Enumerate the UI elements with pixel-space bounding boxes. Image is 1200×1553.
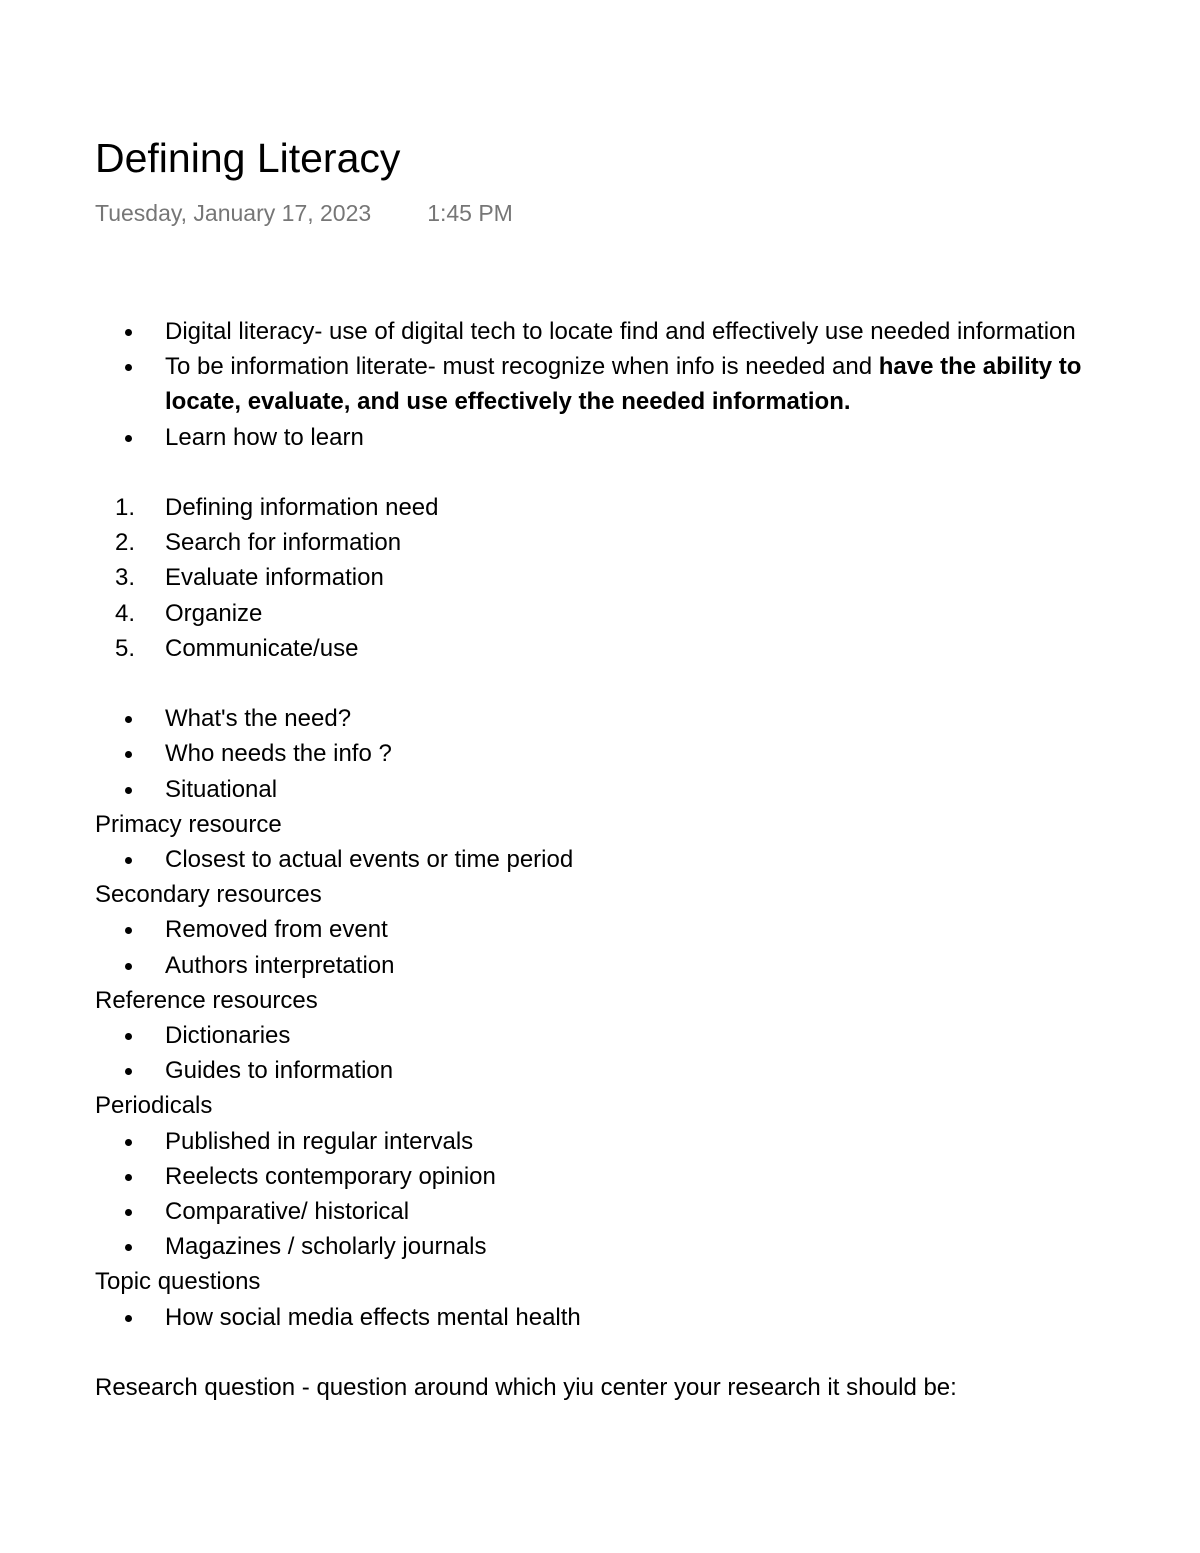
list-item-text: Authors interpretation [165, 951, 395, 979]
step-number: 3. [115, 564, 136, 592]
section-heading: Secondary resources [95, 881, 322, 909]
step-text: Communicate/use [165, 634, 359, 662]
list-item [95, 701, 1105, 736]
list-item-text: Guides to information [165, 1057, 394, 1085]
page-time: 1:45 PM [427, 200, 513, 226]
step-number: 2. [115, 529, 136, 557]
step-number: 4. [115, 599, 136, 627]
spacer [95, 1335, 1105, 1370]
step-number: 1. [115, 494, 136, 521]
numbered-item [95, 560, 1105, 595]
spacer [95, 455, 1105, 490]
list-item-text: Published in regular intervals [165, 1127, 474, 1155]
list-item-text: Dictionaries [165, 1022, 291, 1050]
list-item [95, 1018, 1105, 1053]
list-item [95, 948, 1105, 983]
bullet-icon [125, 364, 132, 371]
note-body [95, 314, 1105, 1405]
list-item [95, 772, 1105, 807]
bullet-icon [125, 751, 132, 758]
list-item [95, 842, 1105, 877]
page-timestamp [95, 198, 513, 228]
section-heading: Reference resources [95, 986, 318, 1014]
step-text: Search for information [165, 529, 402, 557]
bullet-icon [125, 1315, 132, 1322]
page-title: Defining Literacy [95, 135, 401, 181]
bullet-icon [125, 329, 132, 336]
research-question-text: Research question - question around which yiu center your research it should be: [95, 1374, 957, 1402]
list-item [95, 1159, 1105, 1194]
bullet-icon [125, 857, 132, 864]
step-text: Evaluate information [165, 564, 384, 592]
list-item-text: Comparative/ historical [165, 1198, 410, 1226]
section-heading: Periodicals [95, 1092, 213, 1120]
step-text: Defining information need [165, 494, 439, 521]
bullet-icon [125, 1139, 132, 1146]
list-item-text: Removed from event [165, 916, 388, 944]
list-item [95, 1124, 1105, 1159]
list-item-text: Learn how to learn [165, 423, 364, 451]
list-item-text: How social media effects mental health [165, 1303, 581, 1331]
numbered-item [95, 631, 1105, 666]
bullet-icon [125, 787, 132, 794]
list-item [95, 1300, 1105, 1335]
bullet-icon [125, 1033, 132, 1040]
list-item [95, 912, 1105, 947]
step-text: Organize [165, 599, 263, 627]
list-item [95, 420, 1105, 455]
list-item-text: Digital literacy- use of digital tech to locate find and effectively use needed information [165, 318, 1076, 345]
bullet-icon [125, 1244, 132, 1251]
list-item [95, 349, 1105, 419]
list-item [95, 314, 1105, 349]
numbered-item [95, 525, 1105, 560]
list-item [95, 1194, 1105, 1229]
list-item [95, 1229, 1105, 1264]
list-item-text: To be information literate- must recognize when info is needed and [165, 353, 879, 381]
bullet-icon [125, 1174, 132, 1181]
list-item-text: Magazines / scholarly journals [165, 1233, 487, 1261]
spacer [95, 666, 1105, 701]
bullet-icon [125, 927, 132, 934]
bullet-icon [125, 1209, 132, 1216]
list-item-text: What's the need? [165, 705, 352, 733]
list-item-text: Closest to actual events or time period [165, 846, 574, 874]
bullet-icon [125, 716, 132, 723]
section-heading: Primacy resource [95, 810, 282, 838]
bullet-icon [125, 1068, 132, 1075]
numbered-item [95, 596, 1105, 631]
list-item [95, 1053, 1105, 1088]
list-item-bold-text: have the ability to locate, evaluate, and use effectively the needed information. [165, 353, 1082, 416]
list-item-text: Reelects contemporary opinion [165, 1162, 496, 1190]
bullet-icon [125, 963, 132, 970]
list-item-text: Who needs the info ? [165, 740, 392, 768]
section-heading: Topic questions [95, 1268, 261, 1296]
numbered-item [95, 490, 1105, 525]
list-item-text: Situational [165, 775, 278, 803]
page-date: Tuesday, January 17, 2023 [95, 200, 372, 226]
list-item [95, 736, 1105, 771]
bullet-icon [125, 435, 132, 442]
step-number: 5. [115, 634, 136, 662]
